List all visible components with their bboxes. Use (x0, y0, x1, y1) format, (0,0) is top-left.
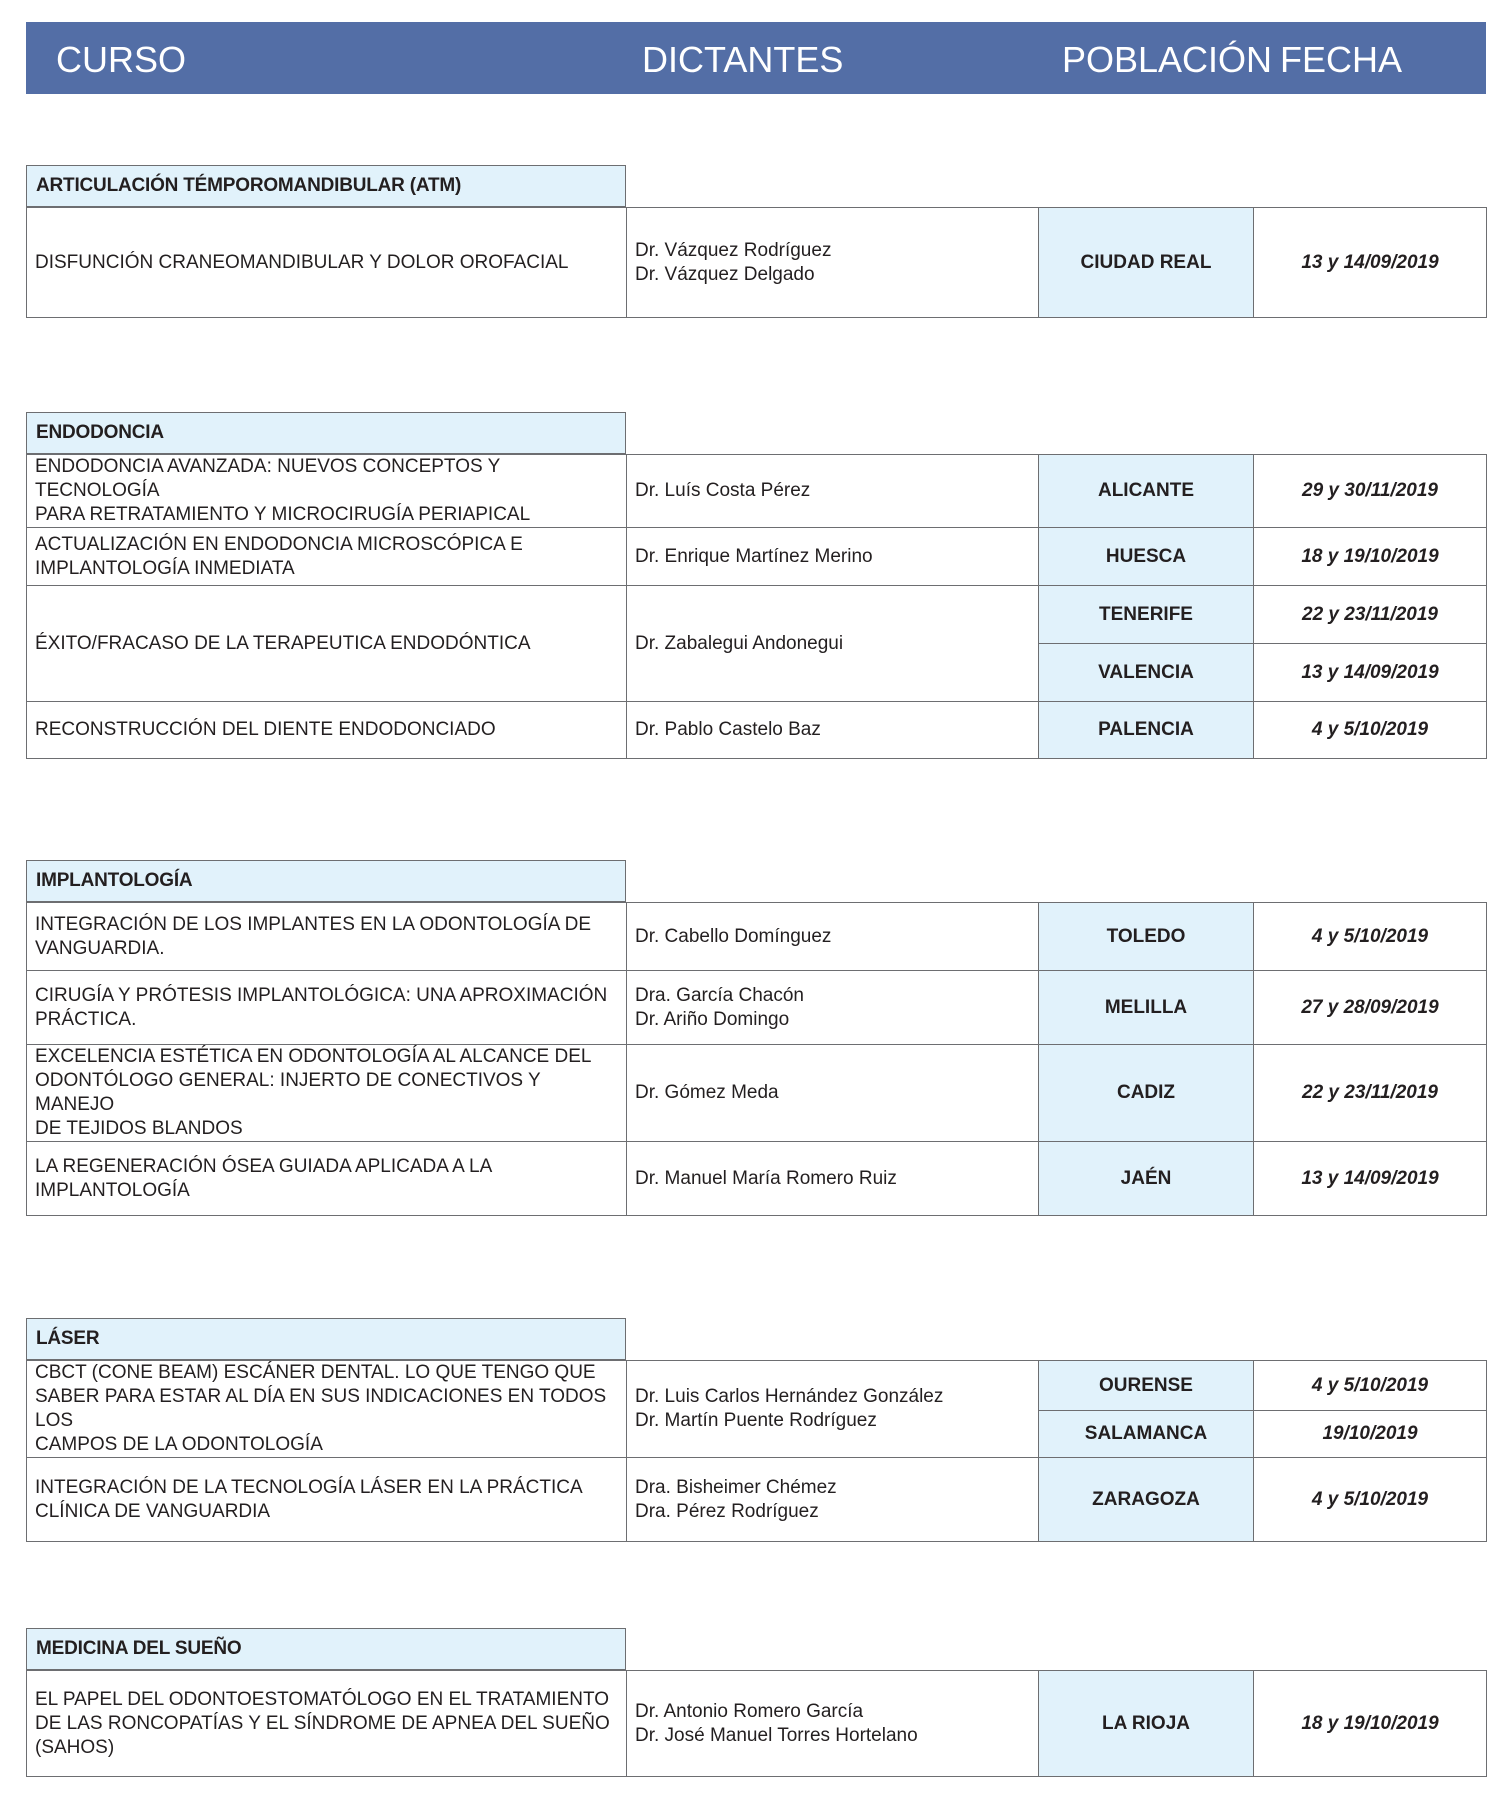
section-title: ENDODONCIA (26, 412, 626, 454)
course-cell (27, 702, 627, 759)
date-cell: 13 y 14/09/2019 (1254, 644, 1487, 702)
header-dictantes: DICTANTES (642, 39, 844, 80)
place-cell: TENERIFE (1039, 586, 1254, 644)
course-line: PRÁCTICA. (35, 1008, 137, 1030)
course-line: CBCT (CONE BEAM) ESCÁNER DENTAL. LO QUE TENGO QUE (35, 1362, 596, 1383)
date-cell: 4 y 5/10/2019 (1254, 1458, 1487, 1542)
course-line: ODONTÓLOGO GENERAL: INJERTO DE CONECTIVOS Y MANEJO (35, 1070, 541, 1115)
lecturer-name: Dr. José Manuel Torres Hortelano (635, 1724, 918, 1746)
place-cell: HUESCA (1039, 528, 1254, 586)
lecturer-name: Dr. Pablo Castelo Baz (635, 719, 821, 740)
place-cell: VALENCIA (1039, 644, 1254, 702)
table-row (27, 455, 1487, 528)
place-cell: JAÉN (1039, 1142, 1254, 1216)
course-table (26, 1360, 1487, 1542)
lecturer-name: Dr. Enrique Martínez Merino (635, 545, 873, 567)
course-line: ÉXITO/FRACASO DE LA TERAPEUTICA ENDODÓNTICA (35, 632, 531, 654)
course-cell (27, 1361, 627, 1458)
lecturers-cell (627, 528, 1039, 586)
course-cell (27, 455, 627, 528)
course-line: CLÍNICA DE VANGUARDIA (35, 1500, 271, 1522)
lecturers-cell (627, 1671, 1039, 1777)
section-title: ARTICULACIÓN TÉMPOROMANDIBULAR (ATM) (26, 165, 626, 207)
course-line: IMPLANTOLOGÍA (35, 1179, 190, 1201)
place-cell: CADIZ (1039, 1045, 1254, 1142)
course-line: CIRUGÍA Y PRÓTESIS IMPLANTOLÓGICA: UNA APROXIMACIÓN (35, 984, 608, 1006)
lecturer-name: Dr. Manuel María Romero Ruiz (635, 1167, 897, 1189)
course-line: INTEGRACIÓN DE LA TECNOLOGÍA LÁSER EN LA PRÁCTICA (35, 1476, 583, 1498)
lecturer-name: Dr. Luís Costa Pérez (635, 480, 811, 501)
lecturer-name: Dr. Vázquez Rodríguez (635, 239, 832, 261)
lecturers-cell (627, 1045, 1039, 1142)
header-poblacion: POBLACIÓN (1062, 39, 1273, 80)
place-cell: CIUDAD REAL (1039, 208, 1254, 318)
course-cell (27, 586, 627, 702)
table-row (27, 586, 1487, 644)
date-cell: 4 y 5/10/2019 (1254, 903, 1487, 971)
lecturer-name: Dra. Pérez Rodríguez (635, 1500, 819, 1522)
table-row (27, 971, 1487, 1045)
section-title: MEDICINA DEL SUEÑO (26, 1628, 626, 1670)
lecturer-name: Dr. Zabalegui Andonegui (635, 632, 844, 654)
course-table (26, 902, 1487, 1216)
course-line: RECONSTRUCCIÓN DEL DIENTE ENDODONCIADO (35, 719, 496, 740)
lecturer-name: Dr. Luis Carlos Hernández González (635, 1386, 944, 1407)
date-cell: 22 y 23/11/2019 (1254, 1045, 1487, 1142)
lecturers-cell (627, 586, 1039, 702)
table-row (27, 528, 1487, 586)
date-cell: 13 y 14/09/2019 (1254, 1142, 1487, 1216)
course-cell (27, 1045, 627, 1142)
place-cell: LA RIOJA (1039, 1671, 1254, 1777)
lecturer-name: Dr. Vázquez Delgado (635, 263, 815, 285)
date-cell: 4 y 5/10/2019 (1254, 702, 1487, 759)
section-title: LÁSER (26, 1318, 626, 1360)
table-row (27, 1671, 1487, 1777)
date-cell: 19/10/2019 (1254, 1411, 1487, 1458)
date-cell: 18 y 19/10/2019 (1254, 1671, 1487, 1777)
course-cell (27, 903, 627, 971)
table-row (27, 1142, 1487, 1216)
lecturers-cell (627, 903, 1039, 971)
course-line: CAMPOS DE LA ODONTOLOGÍA (35, 1434, 323, 1455)
course-line: IMPLANTOLOGÍA INMEDIATA (35, 557, 295, 579)
date-cell: 18 y 19/10/2019 (1254, 528, 1487, 586)
lecturers-cell (627, 1458, 1039, 1542)
lecturer-name: Dr. Ariño Domingo (635, 1008, 790, 1030)
course-table (26, 454, 1487, 759)
date-cell: 22 y 23/11/2019 (1254, 586, 1487, 644)
date-cell: 13 y 14/09/2019 (1254, 208, 1487, 318)
lecturer-name: Dr. Gómez Meda (635, 1082, 779, 1103)
course-cell (27, 208, 627, 318)
course-cell (27, 971, 627, 1045)
section-title: IMPLANTOLOGÍA (26, 860, 626, 902)
course-table (26, 1670, 1487, 1777)
course-line: LA REGENERACIÓN ÓSEA GUIADA APLICADA A LA (35, 1155, 493, 1177)
course-line: EXCELENCIA ESTÉTICA EN ODONTOLOGÍA AL ALCANCE DEL (35, 1046, 592, 1067)
date-cell: 4 y 5/10/2019 (1254, 1361, 1487, 1411)
date-cell: 29 y 30/11/2019 (1254, 455, 1487, 528)
place-cell: OURENSE (1039, 1361, 1254, 1411)
lecturer-name: Dra. Bisheimer Chémez (635, 1476, 837, 1498)
place-cell: PALENCIA (1039, 702, 1254, 759)
place-cell: TOLEDO (1039, 903, 1254, 971)
course-line: VANGUARDIA. (35, 937, 165, 959)
lecturer-name: Dr. Cabello Domínguez (635, 925, 832, 947)
course-line: (SAHOS) (35, 1736, 115, 1758)
course-line: ACTUALIZACIÓN EN ENDODONCIA MICROSCÓPICA E (35, 533, 523, 555)
course-line: SABER PARA ESTAR AL DÍA EN SUS INDICACIONES EN TODOS LOS (35, 1386, 607, 1431)
table-row (27, 702, 1487, 759)
date-cell: 27 y 28/09/2019 (1254, 971, 1487, 1045)
course-cell (27, 528, 627, 586)
place-cell: MELILLA (1039, 971, 1254, 1045)
course-line: DISFUNCIÓN CRANEOMANDIBULAR Y DOLOR OROFACIAL (35, 251, 569, 273)
course-line: DE LAS RONCOPATÍAS Y EL SÍNDROME DE APNEA DEL SUEÑO (35, 1712, 610, 1734)
course-table (26, 207, 1487, 318)
table-row (27, 208, 1487, 318)
place-cell: ALICANTE (1039, 455, 1254, 528)
lecturers-cell (627, 1142, 1039, 1216)
header-fecha: FECHA (1280, 39, 1403, 80)
course-line: DE TEJIDOS BLANDOS (35, 1118, 243, 1139)
course-line: INTEGRACIÓN DE LOS IMPLANTES EN LA ODONTOLOGÍA DE (35, 913, 592, 935)
place-cell: ZARAGOZA (1039, 1458, 1254, 1542)
table-row (27, 903, 1487, 971)
table-row (27, 1458, 1487, 1542)
place-cell: SALAMANCA (1039, 1411, 1254, 1458)
lecturer-name: Dra. García Chacón (635, 984, 804, 1006)
course-line: PARA RETRATAMIENTO Y MICROCIRUGÍA PERIAPICAL (35, 504, 531, 525)
course-line: ENDODONCIA AVANZADA: NUEVOS CONCEPTOS Y TECNOLOGÍA (35, 456, 500, 501)
lecturers-cell (627, 208, 1039, 318)
header-curso: CURSO (56, 39, 187, 80)
lecturer-name: Dr. Martín Puente Rodríguez (635, 1410, 877, 1431)
course-cell (27, 1458, 627, 1542)
lecturer-name: Dr. Antonio Romero García (635, 1700, 864, 1722)
course-cell (27, 1671, 627, 1777)
lecturers-cell (627, 702, 1039, 759)
course-cell (27, 1142, 627, 1216)
table-header-bar (26, 22, 1486, 94)
lecturers-cell (627, 971, 1039, 1045)
table-row (27, 1361, 1487, 1411)
course-line: EL PAPEL DEL ODONTOESTOMATÓLOGO EN EL TRATAMIENTO (35, 1688, 609, 1710)
table-row (27, 1045, 1487, 1142)
lecturers-cell (627, 1361, 1039, 1458)
lecturers-cell (627, 455, 1039, 528)
